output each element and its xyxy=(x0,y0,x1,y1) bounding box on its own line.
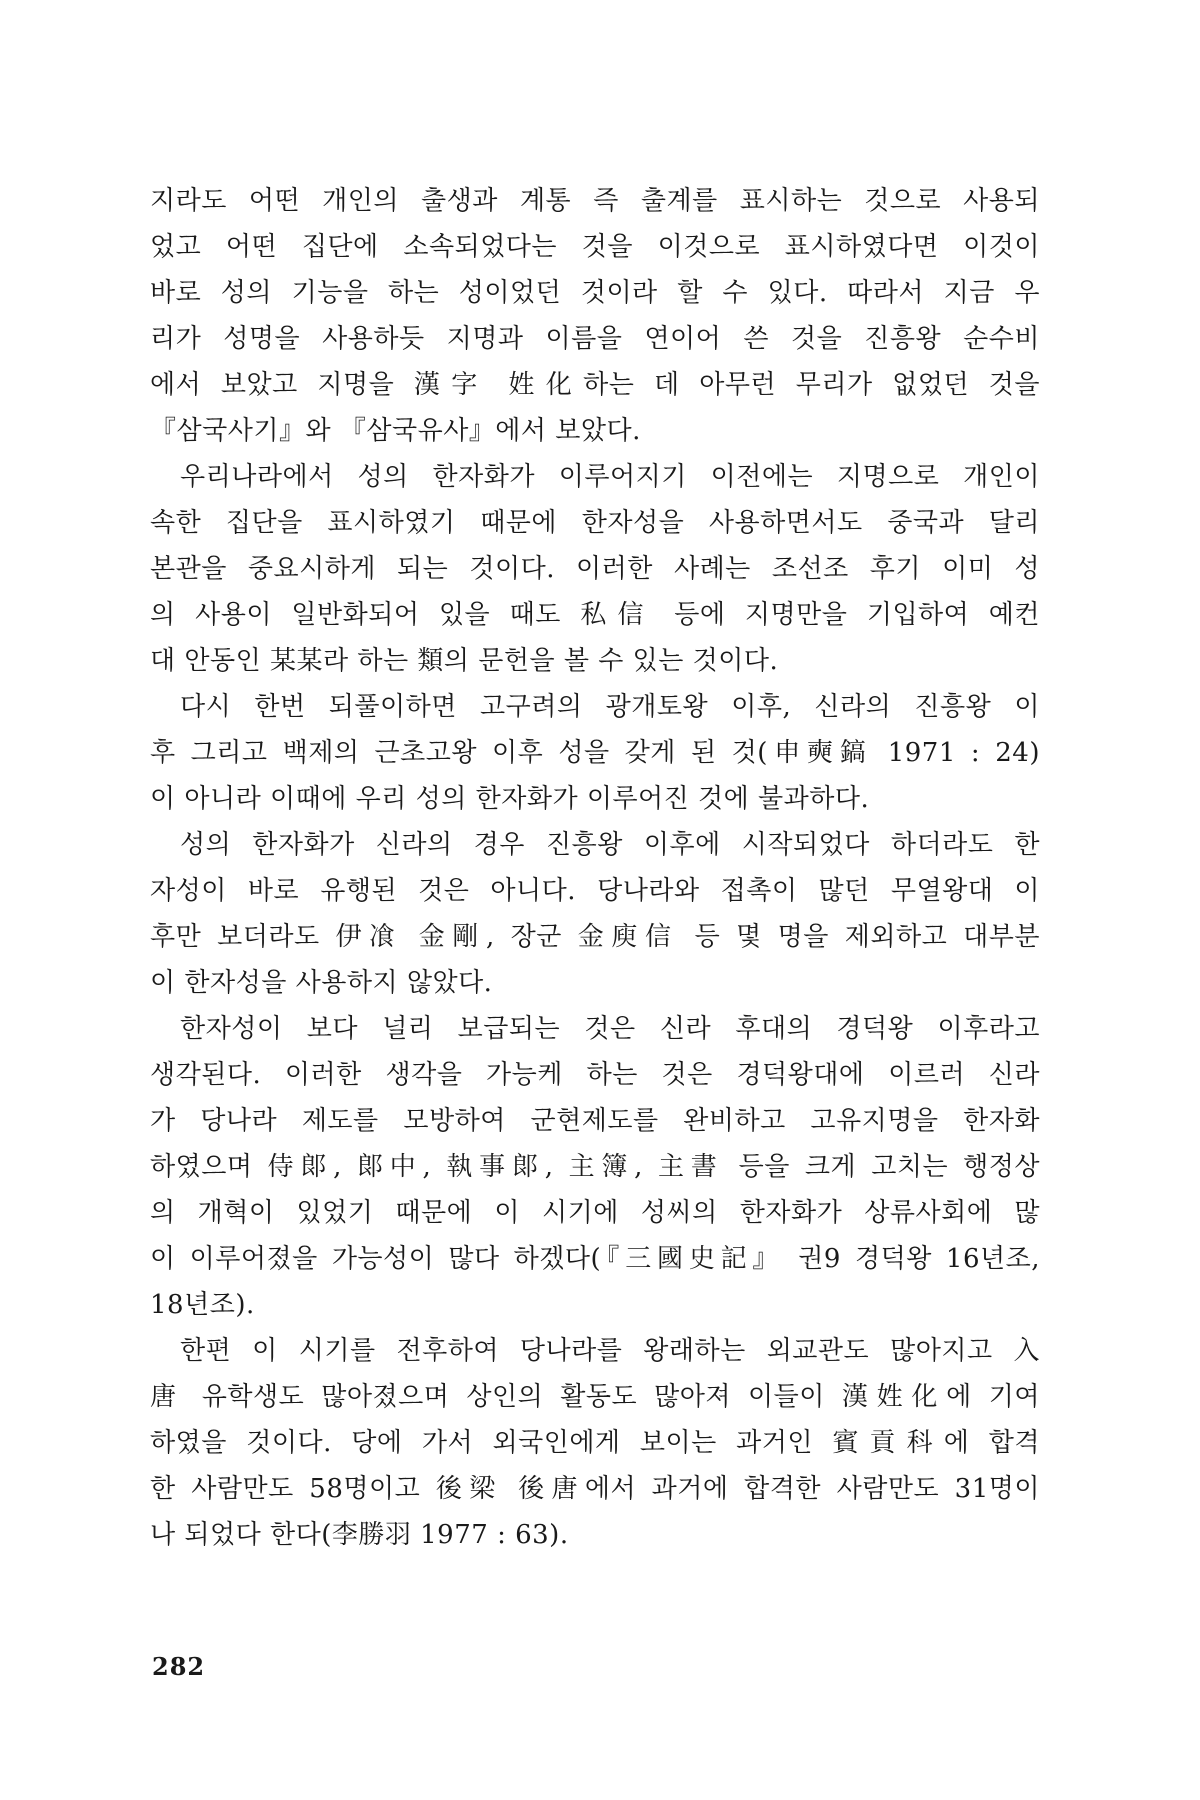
text-line: 이 이루어졌을 가능성이 많다 하겠다(『三國史記』 권9 경덕왕 16년조, xyxy=(150,1244,1040,1274)
text-line: 『삼국사기』와 『삼국유사』에서 보았다. xyxy=(150,416,641,446)
text-line: 하였으며 侍郞, 郞中, 執事郞, 主簿, 主書 등을 크게 고치는 행정상 xyxy=(150,1152,1040,1182)
text-line: 속한 집단을 표시하였기 때문에 한자성을 사용하면서도 중국과 달리 xyxy=(150,508,1040,538)
text-line: 생각된다. 이러한 생각을 가능케 하는 것은 경덕왕대에 이르러 신라 xyxy=(150,1060,1040,1090)
text-line: 우리나라에서 성의 한자화가 이루어지기 이전에는 지명으로 개인이 xyxy=(180,462,1040,492)
page-number: 282 xyxy=(152,1652,206,1681)
text-line: 나 되었다 한다(李勝羽 1977 : 63). xyxy=(150,1520,569,1550)
text-line: 자성이 바로 유행된 것은 아니다. 당나라와 접촉이 많던 무열왕대 이 xyxy=(150,876,1040,906)
text-line: 가 당나라 제도를 모방하여 군현제도를 완비하고 고유지명을 한자화 xyxy=(150,1106,1040,1136)
text-line: 바로 성의 기능을 하는 성이었던 것이라 할 수 있다. 따라서 지금 우 xyxy=(150,278,1040,308)
text-line: 唐 유학생도 많아졌으며 상인의 활동도 많아져 이들이 漢姓化에 기여 xyxy=(150,1382,1040,1412)
text-line: 하였을 것이다. 당에 가서 외국인에게 보이는 과거인 賓貢科에 합격 xyxy=(150,1428,1040,1458)
text-line: 후 그리고 백제의 근초고왕 이후 성을 갖게 된 것(申奭鎬 1971 : 24) xyxy=(150,738,1040,768)
text-line: 한편 이 시기를 전후하여 당나라를 왕래하는 외교관도 많아지고 入 xyxy=(180,1336,1040,1366)
text-line: 리가 성명을 사용하듯 지명과 이름을 연이어 쓴 것을 진흥왕 순수비 xyxy=(150,324,1040,354)
text-line: 대 안동인 某某라 하는 類의 문헌을 볼 수 있는 것이다. xyxy=(150,646,779,676)
text-line: 이 한자성을 사용하지 않았다. xyxy=(150,968,493,998)
text-line: 한 사람만도 58명이고 後梁 後唐에서 과거에 합격한 사람만도 31명이 xyxy=(150,1474,1040,1504)
text-line: 다시 한번 되풀이하면 고구려의 광개토왕 이후, 신라의 진흥왕 이 xyxy=(180,692,1040,722)
text-line: 의 사용이 일반화되어 있을 때도 私信 등에 지명만을 기입하여 예컨 xyxy=(150,600,1040,630)
text-line: 18년조). xyxy=(150,1290,255,1320)
body-text xyxy=(150,178,1040,1558)
text-line: 의 개혁이 있었기 때문에 이 시기에 성씨의 한자화가 상류사회에 많 xyxy=(150,1198,1040,1228)
text-line: 에서 보았고 지명을 漢字 姓化하는 데 아무런 무리가 없었던 것을 xyxy=(150,370,1040,400)
text-line: 한자성이 보다 널리 보급되는 것은 신라 후대의 경덕왕 이후라고 xyxy=(180,1014,1040,1044)
text-line: 지라도 어떤 개인의 출생과 계통 즉 출계를 표시하는 것으로 사용되 xyxy=(150,186,1040,216)
text-line: 이 아니라 이때에 우리 성의 한자화가 이루어진 것에 불과하다. xyxy=(150,784,870,814)
text-line: 본관을 중요시하게 되는 것이다. 이러한 사례는 조선조 후기 이미 성 xyxy=(150,554,1040,584)
text-line: 성의 한자화가 신라의 경우 진흥왕 이후에 시작되었다 하더라도 한 xyxy=(180,830,1040,860)
text-line: 었고 어떤 집단에 소속되었다는 것을 이것으로 표시하였다면 이것이 xyxy=(150,232,1040,262)
text-line: 후만 보더라도 伊飡 金剛, 장군 金庾信 등 몇 명을 제외하고 대부분 xyxy=(150,922,1040,952)
